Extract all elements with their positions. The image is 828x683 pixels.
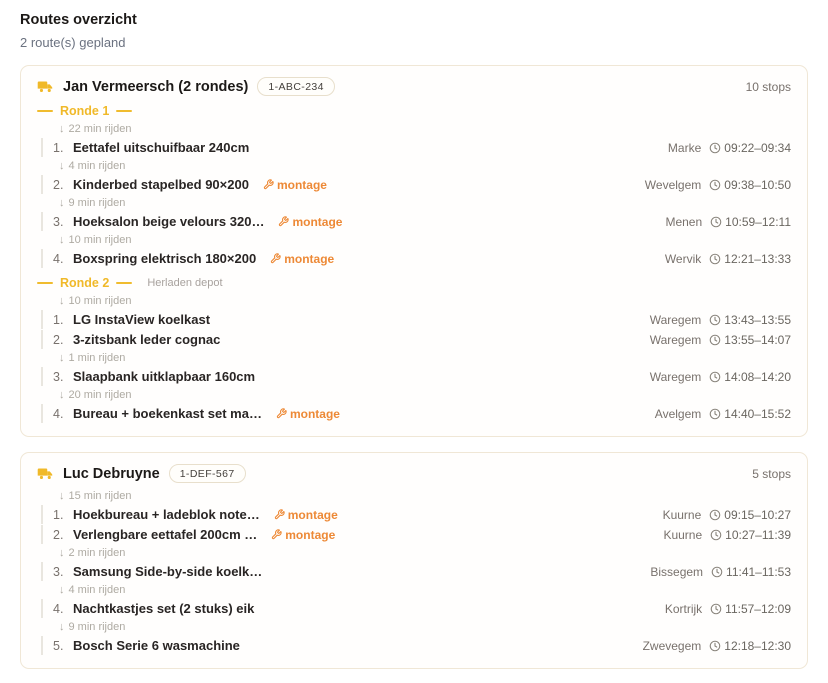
- clock-icon: [709, 640, 721, 652]
- travel-text: 10 min rijden: [68, 233, 132, 246]
- arrow-down-icon: ↓: [59, 583, 65, 596]
- clock-icon: [709, 142, 721, 154]
- stop-time-range: [709, 140, 791, 156]
- stop-row: [41, 212, 791, 231]
- travel-text: 4 min rijden: [68, 583, 126, 596]
- travel-time-row: [59, 387, 791, 403]
- stop-title: Verlengbare eettafel 200cm …: [73, 526, 258, 542]
- stop-time-range: [710, 527, 791, 543]
- stop-city: Wevelgem: [644, 177, 702, 192]
- stop-row: [41, 249, 791, 268]
- stop-title: Eettafel uitschuifbaar 240cm: [73, 139, 250, 155]
- stop-row: [41, 310, 791, 329]
- travel-time-row: [59, 350, 791, 366]
- stop-time: 14:08–14:20: [724, 369, 791, 384]
- montage-label: montage: [292, 214, 343, 229]
- ronde-dash-left: [37, 110, 53, 113]
- license-plate-badge: 1-DEF-567: [169, 464, 246, 483]
- stop-row: [41, 330, 791, 349]
- stops-count: 5 stops: [752, 466, 791, 481]
- stop-time: 09:22–09:34: [724, 140, 791, 155]
- stop-title: Bosch Serie 6 wasmachine: [73, 637, 240, 653]
- travel-time-row: [59, 293, 791, 309]
- routes-list: [20, 65, 808, 669]
- montage-label: montage: [276, 177, 327, 192]
- license-plate-badge: 1-ABC-234: [257, 77, 335, 96]
- stop-title: Slaapbank uitklapbaar 160cm: [73, 368, 256, 384]
- stop-time: 13:43–13:55: [724, 312, 791, 327]
- arrow-down-icon: ↓: [59, 388, 65, 401]
- stop-city: Waregem: [649, 369, 702, 384]
- stop-number: 3.: [53, 214, 64, 229]
- stop-meta: [668, 140, 791, 156]
- clock-icon: [709, 334, 721, 346]
- stop-number: 4.: [53, 251, 64, 266]
- travel-text: 1 min rijden: [68, 351, 126, 364]
- travel-text: 2 min rijden: [68, 546, 126, 559]
- travel-time-row: [59, 619, 791, 635]
- stop-number: 3.: [53, 564, 64, 579]
- stop-row: [41, 505, 791, 524]
- stop-title: LG InstaView koelkast: [73, 311, 211, 327]
- ronde-dash-right: [116, 110, 132, 113]
- driver-name: Jan Vermeersch (2 rondes): [63, 78, 249, 95]
- stop-meta: [650, 312, 791, 328]
- arrow-down-icon: ↓: [59, 620, 65, 633]
- arrow-down-icon: ↓: [59, 159, 65, 172]
- stop-title: Bureau + boekenkast set ma…: [73, 405, 262, 421]
- wrench-icon: [276, 408, 287, 419]
- arrow-down-icon: ↓: [59, 546, 65, 559]
- stop-city: Kuurne: [663, 527, 703, 542]
- stop-time: 13:55–14:07: [724, 332, 791, 347]
- stop-time: 14:40–15:52: [724, 406, 791, 421]
- stop-row: [41, 367, 791, 386]
- stop-row: [41, 562, 791, 581]
- clock-icon: [709, 253, 721, 265]
- stop-meta: [663, 507, 791, 523]
- montage-label: montage: [285, 527, 336, 542]
- stop-time: 09:15–10:27: [724, 507, 791, 522]
- stop-time: 10:27–11:39: [725, 527, 791, 542]
- clock-icon: [711, 566, 723, 578]
- stop-city: Waregem: [649, 312, 702, 327]
- stop-time-range: [709, 177, 791, 193]
- stop-number: 1.: [53, 140, 64, 155]
- wrench-icon: [270, 253, 281, 264]
- montage-badge: [271, 527, 335, 543]
- arrow-down-icon: ↓: [59, 196, 65, 209]
- wrench-icon: [278, 216, 289, 227]
- truck-icon: [37, 465, 54, 482]
- ronde-dash-right: [116, 282, 132, 285]
- montage-label: montage: [287, 507, 338, 522]
- stop-number: 4.: [53, 406, 64, 421]
- stop-row: [41, 636, 791, 655]
- stop-meta: [665, 601, 791, 617]
- clock-icon: [709, 408, 721, 420]
- stop-row: [41, 599, 791, 618]
- stop-meta: [643, 638, 791, 654]
- stop-meta: [663, 527, 791, 543]
- stop-row: [41, 175, 791, 194]
- stop-time: 11:57–12:09: [725, 601, 791, 616]
- stop-meta: [645, 177, 791, 193]
- stop-number: 1.: [53, 507, 64, 522]
- stop-time: 10:59–12:11: [725, 214, 791, 229]
- stop-time-range: [709, 312, 791, 328]
- travel-text: 15 min rijden: [68, 489, 132, 502]
- travel-time-row: [59, 121, 791, 137]
- wrench-icon: [263, 179, 274, 190]
- montage-badge: [274, 507, 338, 523]
- stop-meta: [665, 251, 791, 267]
- clock-icon: [709, 314, 721, 326]
- wrench-icon: [271, 529, 282, 540]
- route-card-header: [37, 464, 791, 483]
- stop-time-range: [709, 638, 791, 654]
- stop-time: 12:21–13:33: [724, 251, 791, 266]
- stop-number: 1.: [53, 312, 64, 327]
- stop-city: Bissegem: [650, 564, 704, 579]
- travel-time-row: [59, 488, 791, 504]
- stop-title: Samsung Side-by-side koelk…: [73, 563, 263, 579]
- travel-text: 22 min rijden: [68, 122, 132, 135]
- stop-title: 3-zitsbank leder cognac: [73, 331, 221, 347]
- stop-row: [41, 525, 791, 544]
- travel-text: 9 min rijden: [68, 620, 126, 633]
- stop-time: 11:41–11:53: [726, 564, 791, 579]
- montage-badge: [263, 177, 327, 193]
- stop-time: 12:18–12:30: [724, 638, 791, 653]
- stop-time-range: [709, 251, 791, 267]
- stop-number: 5.: [53, 638, 64, 653]
- travel-text: 10 min rijden: [68, 294, 132, 307]
- stop-time-range: [710, 214, 791, 230]
- travel-time-row: [59, 232, 791, 248]
- driver-name: Luc Debruyne: [63, 465, 160, 482]
- stop-meta: [665, 214, 791, 230]
- montage-badge: [270, 251, 334, 267]
- card-body: [37, 104, 791, 423]
- clock-icon: [710, 216, 722, 228]
- montage-badge: [276, 406, 340, 422]
- stop-title: Hoeksalon beige velours 320…: [73, 213, 265, 229]
- stop-title: Kinderbed stapelbed 90×200: [73, 176, 249, 192]
- stop-city: Avelgem: [654, 406, 702, 421]
- stop-time-range: [709, 332, 791, 348]
- stop-title: Nachtkastjes set (2 stuks) eik: [73, 600, 255, 616]
- montage-label: montage: [289, 406, 340, 421]
- clock-icon: [710, 603, 722, 615]
- stop-number: 4.: [53, 601, 64, 616]
- travel-text: 9 min rijden: [68, 196, 126, 209]
- clock-icon: [709, 509, 721, 521]
- arrow-down-icon: ↓: [59, 294, 65, 307]
- stop-row: [41, 404, 791, 423]
- montage-badge: [278, 214, 342, 230]
- route-card-header: [37, 77, 791, 96]
- arrow-down-icon: ↓: [59, 351, 65, 364]
- ronde-header: [37, 276, 791, 290]
- stop-meta: [650, 332, 791, 348]
- stop-city: Zwevegem: [642, 638, 702, 653]
- stop-time-range: [711, 564, 791, 580]
- route-card: [20, 65, 808, 437]
- routes-planned-count: 2 route(s) gepland: [20, 35, 126, 50]
- arrow-down-icon: ↓: [59, 233, 65, 246]
- travel-time-row: [59, 195, 791, 211]
- stop-time-range: [710, 601, 791, 617]
- stop-number: 3.: [53, 369, 64, 384]
- stop-number: 2.: [53, 332, 64, 347]
- card-body: [37, 488, 791, 655]
- ronde-note: Herladen depot: [147, 277, 223, 289]
- stop-row: [41, 138, 791, 157]
- ronde-label: Ronde 1: [60, 104, 110, 118]
- stop-city: Waregem: [649, 332, 702, 347]
- stop-city: Menen: [665, 214, 703, 229]
- stop-city: Kuurne: [662, 507, 702, 522]
- travel-text: 4 min rijden: [68, 159, 126, 172]
- ronde-header: [37, 104, 791, 118]
- stop-time: 09:38–10:50: [724, 177, 791, 192]
- clock-icon: [709, 179, 721, 191]
- stop-title: Hoekbureau + ladeblok note…: [73, 506, 260, 522]
- stop-city: Wervik: [664, 251, 702, 266]
- stop-number: 2.: [53, 177, 64, 192]
- stop-number: 2.: [53, 527, 64, 542]
- truck-icon: [37, 78, 54, 95]
- stop-city: Kortrijk: [664, 601, 703, 616]
- travel-text: 20 min rijden: [68, 388, 132, 401]
- stop-title: Boxspring elektrisch 180×200: [73, 250, 257, 266]
- travel-time-row: [59, 545, 791, 561]
- stops-count: 10 stops: [745, 79, 791, 94]
- montage-label: montage: [284, 251, 335, 266]
- stop-time-range: [709, 369, 791, 385]
- ronde-label: Ronde 2: [60, 276, 110, 290]
- stop-meta: [650, 369, 791, 385]
- stop-city: Marke: [667, 140, 702, 155]
- travel-time-row: [59, 158, 791, 174]
- arrow-down-icon: ↓: [59, 122, 65, 135]
- clock-icon: [709, 371, 721, 383]
- route-card: [20, 452, 808, 669]
- page-title: Routes overzicht: [20, 12, 137, 28]
- arrow-down-icon: ↓: [59, 489, 65, 502]
- stop-meta: [655, 406, 791, 422]
- stop-time-range: [709, 507, 791, 523]
- ronde-dash-left: [37, 282, 53, 285]
- wrench-icon: [274, 509, 285, 520]
- clock-icon: [710, 529, 722, 541]
- stop-meta: [650, 564, 791, 580]
- stop-time-range: [709, 406, 791, 422]
